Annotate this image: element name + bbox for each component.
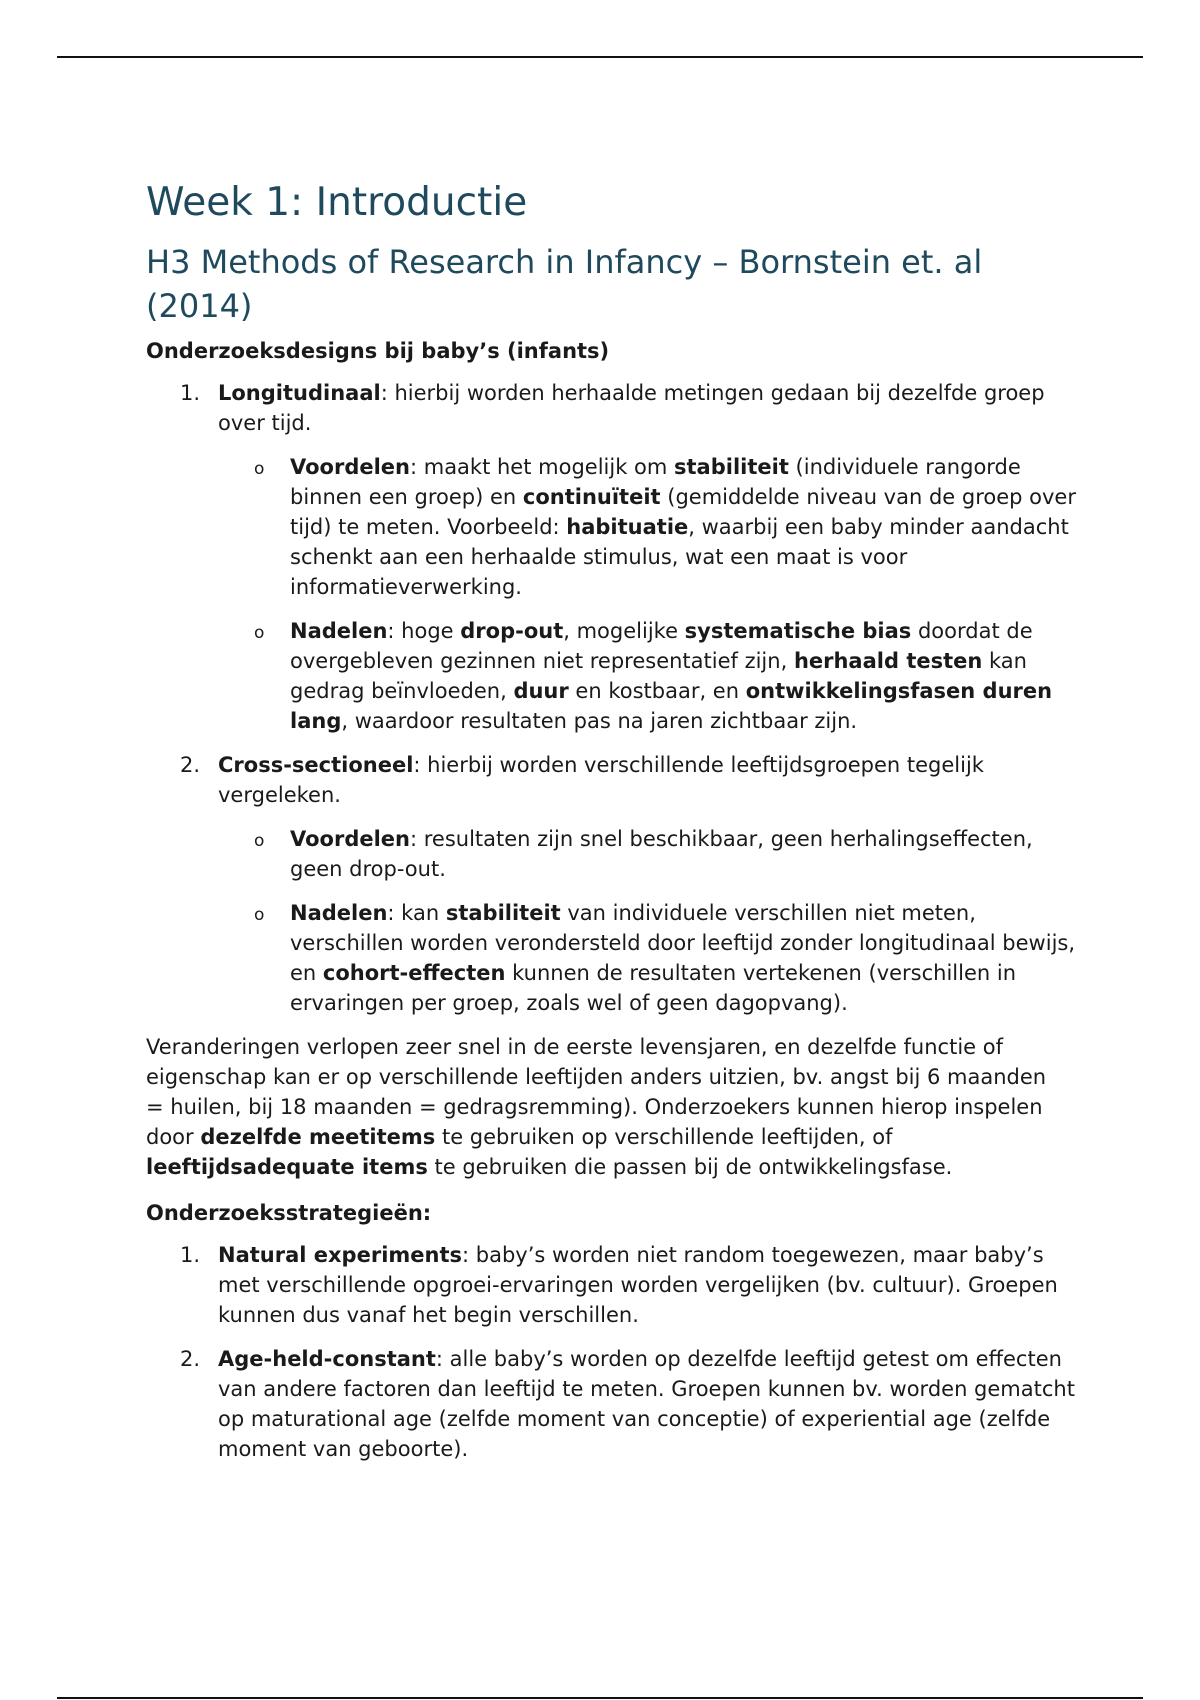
designs-list [146, 378, 1076, 1018]
term-age-held-constant: Age-held-constant [218, 1347, 436, 1371]
text: , mogelijke [563, 619, 685, 643]
text: en kostbaar, en [568, 679, 746, 703]
bold-text: duur [513, 679, 569, 703]
sub-item-nadelen [218, 616, 1076, 736]
circle-bullet-icon: o [254, 623, 265, 643]
bold-text: Voordelen [290, 827, 410, 851]
text: kunnen de resultaten vertekenen (verschillen in ervaringen per groep, zoals wel of geen dagopvang). [290, 961, 1017, 1015]
item-text: : baby’s worden niet random toegewezen, maar baby’s met verschillende opgroei-ervaringen worden vergelijken (bv. cultuur). Groepen kunnen dus vanaf het begin verschillen. [218, 1243, 1058, 1327]
circle-bullet-icon: o [254, 459, 265, 479]
bold-text: stabiliteit [445, 901, 561, 925]
page-title: Week 1: Introductie [146, 180, 528, 225]
list-number: 1. [180, 381, 201, 405]
sublist-cross-sectioneel [218, 824, 1076, 1018]
text: te gebruiken op verschillende leeftijden, of [435, 1125, 893, 1149]
list-number: 2. [180, 1347, 201, 1371]
term-longitudinaal: Longitudinaal [218, 381, 381, 405]
bold-text: continuïteit [522, 485, 661, 509]
list-item-cross-sectioneel [146, 750, 1076, 1018]
list-number: 1. [180, 1243, 201, 1267]
sub-item-voordelen [218, 824, 1076, 884]
text: doordat de overgebleven gezinnen niet representatief zijn, [290, 619, 1033, 673]
list-number: 2. [180, 753, 201, 777]
top-rule [57, 56, 1143, 58]
bold-text: leeftijdsadequate items [146, 1155, 428, 1179]
text: van individuele verschillen niet meten, verschillen worden verondersteld door leeftijd zonder longitudinaal bewijs, en [290, 901, 1076, 985]
body-paragraph [146, 1032, 1066, 1182]
text: , waardoor resultaten pas na jaren zichtbaar zijn. [341, 709, 858, 733]
list-item-age-held-constant [146, 1344, 1076, 1464]
list-item-natural-experiments [146, 1240, 1076, 1330]
list-item-longitudinaal [146, 378, 1076, 736]
text: : hoge [387, 619, 461, 643]
bold-text: herhaald testen [793, 649, 983, 673]
sublist-longitudinaal [218, 452, 1076, 736]
item-text: : alle baby’s worden op dezelfde leeftijd getest om effecten van andere factoren dan leeftijd te meten. Groepen kunnen bv. worden gematcht op maturational age (zelfde moment van conceptie) of experiential age (zelfde moment van geboorte). [218, 1347, 1075, 1461]
bold-text: Nadelen [290, 901, 388, 925]
bold-text: dezelfde meetitems [200, 1125, 436, 1149]
bold-text: cohort-effecten [322, 961, 506, 985]
text: : maakt het mogelijk om [409, 455, 675, 479]
section-heading-strategies: Onderzoeksstrategieën: [146, 1201, 432, 1225]
text: kan gedrag beïnvloeden, [290, 649, 1027, 703]
bold-text: systematische bias [684, 619, 912, 643]
text: (gemiddelde niveau van de groep over tijd) te meten. Voorbeeld: [290, 485, 1076, 539]
item-text: : hierbij worden herhaalde metingen gedaan bij dezelfde groep over tijd. [218, 381, 1045, 435]
term-cross-sectioneel: Cross-sectioneel [218, 753, 414, 777]
strategies-list [146, 1240, 1076, 1464]
text: , waarbij een baby minder aandacht schenkt aan een herhaalde stimulus, wat een maat is voor informatieverwerking. [290, 515, 1069, 599]
bold-text: Voordelen [290, 455, 410, 479]
text: Veranderingen verlopen zeer snel in de eerste levensjaren, en dezelfde functie of eigenschap kan er op verschillende leeftijden anders uitzien, bv. angst bij 6 maanden = huilen, bij 18 maanden = gedragsremming). Onderzoekers kunnen hierop inspelen door [146, 1035, 1047, 1149]
circle-bullet-icon: o [254, 905, 265, 925]
bold-text: habituatie [566, 515, 689, 539]
bold-text: stabiliteit [674, 455, 789, 479]
text: (individuele rangorde binnen een groep) en [290, 455, 1021, 509]
text: : kan [387, 901, 446, 925]
sub-item-nadelen [218, 898, 1076, 1018]
section-heading-designs: Onderzoeksdesigns bij baby’s (infants) [146, 339, 610, 363]
document-body [146, 178, 1076, 1478]
bold-text: ontwikkelingsfasen duren lang [290, 679, 1053, 733]
sub-item-voordelen [218, 452, 1076, 602]
item-text: : hierbij worden verschillende leeftijdsgroepen tegelijk vergeleken. [218, 753, 984, 807]
bold-text: drop-out [460, 619, 564, 643]
circle-bullet-icon: o [254, 831, 265, 851]
term-natural-experiments: Natural experiments [218, 1243, 463, 1267]
bold-text: Nadelen [290, 619, 388, 643]
text: te gebruiken die passen bij de ontwikkelingsfase. [427, 1155, 953, 1179]
bottom-rule [57, 1697, 1143, 1699]
text: : resultaten zijn snel beschikbaar, geen herhalingseffecten, geen drop-out. [290, 827, 1033, 881]
chapter-subtitle: H3 Methods of Research in Infancy – Bornstein et. al (2014) [146, 243, 983, 325]
